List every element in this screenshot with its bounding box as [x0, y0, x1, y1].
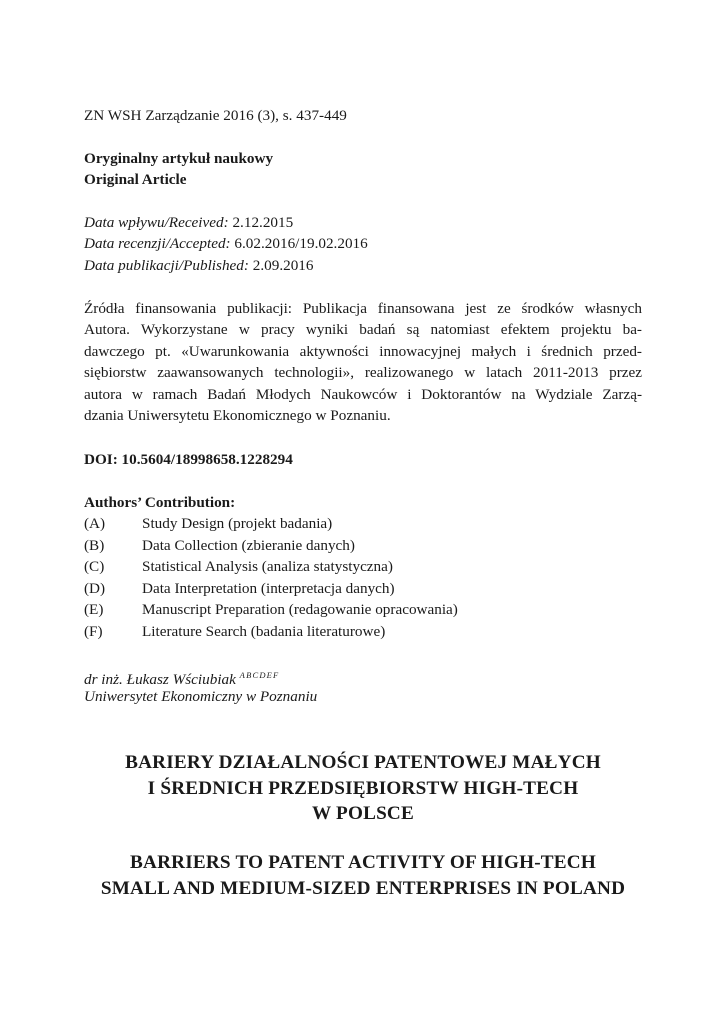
contribution-text: Manuscript Preparation (redagowanie opracowania) — [142, 601, 458, 618]
contribution-letter: (E) — [84, 601, 104, 618]
date-received-label: Data wpływu/Received: — [84, 214, 229, 231]
contribution-item — [84, 578, 395, 599]
contribution-item — [84, 621, 385, 642]
funding-line: Źródła finansowania publikacji: Publikacja finansowana jest ze środków własnych — [84, 300, 642, 317]
contribution-text: Data Interpretation (interpretacja danych) — [142, 580, 395, 597]
article-type-pl: Oryginalny artykuł naukowy — [84, 150, 274, 167]
funding-line: dzania Uniwersytetu Ekonomicznego w Poznaniu. — [84, 407, 391, 424]
contribution-text: Data Collection (zbieranie danych) — [142, 537, 355, 554]
contribution-text: Statistical Analysis (analiza statystyczna) — [142, 558, 393, 575]
date-accepted-label: Data recenzji/Accepted: — [84, 235, 231, 252]
date-published-label: Data publikacji/Published: — [84, 257, 249, 274]
author-affiliation: Uniwersytet Ekonomiczny w Poznaniu — [84, 688, 318, 705]
contribution-letter: (D) — [84, 580, 106, 597]
date-published — [84, 255, 313, 276]
funding-line: dawczego pt. «Uwarunkowania aktywności innowacyjnej małych i średnich przed- — [84, 343, 642, 360]
contribution-text: Literature Search (badania literaturowe) — [142, 623, 386, 640]
date-published-value: 2.09.2016 — [252, 257, 314, 274]
date-received-value: 2.12.2015 — [232, 214, 294, 231]
funding-line: siębiorstw zaawansowanych technologii», realizowanego w latach 2011-2013 przez — [84, 364, 642, 381]
title-pl-line: I ŚREDNICH PRZEDSIĘBIORSTW HIGH-TECH — [147, 778, 579, 799]
title-en-line: SMALL AND MEDIUM-SIZED ENTERPRISES IN POLAND — [100, 878, 626, 899]
doi: DOI: 10.5604/18998658.1228294 — [84, 451, 293, 468]
journal-reference: ZN WSH Zarządzanie 2016 (3), s. 437-449 — [84, 107, 347, 124]
author-name: dr inż. Łukasz Wściubiak — [84, 671, 236, 688]
contribution-letter: (A) — [84, 515, 106, 532]
date-accepted-value: 6.02.2016/19.02.2016 — [234, 235, 368, 252]
date-accepted — [84, 233, 368, 254]
contribution-heading: Authors’ Contribution: — [84, 494, 236, 511]
contribution-text: Study Design (projekt badania) — [142, 515, 333, 532]
funding-line: Autora. Wykorzystane w pracy wyniki badań są natomiast efektem projektu ba- — [84, 321, 642, 338]
contribution-item — [84, 513, 332, 534]
contribution-letter: (F) — [84, 623, 103, 640]
contribution-letter: (C) — [84, 558, 105, 575]
date-received — [84, 212, 293, 233]
funding-line: autora w ramach Badań Młodych Naukowców i Doktorantów na Wydziale Zarzą- — [84, 386, 642, 403]
article-type-en: Original Article — [84, 171, 187, 188]
title-pl-line: BARIERY DZIAŁALNOŚCI PATENTOWEJ MAŁYCH — [125, 752, 601, 773]
title-pl-line: W POLSCE — [311, 803, 414, 824]
contribution-item — [84, 556, 393, 577]
title-en-line: BARRIERS TO PATENT ACTIVITY OF HIGH-TECH — [130, 852, 596, 873]
contribution-item — [84, 535, 355, 556]
contribution-letter: (B) — [84, 537, 105, 554]
contribution-item — [84, 599, 458, 620]
author-roles: ABCDEF — [239, 670, 280, 680]
